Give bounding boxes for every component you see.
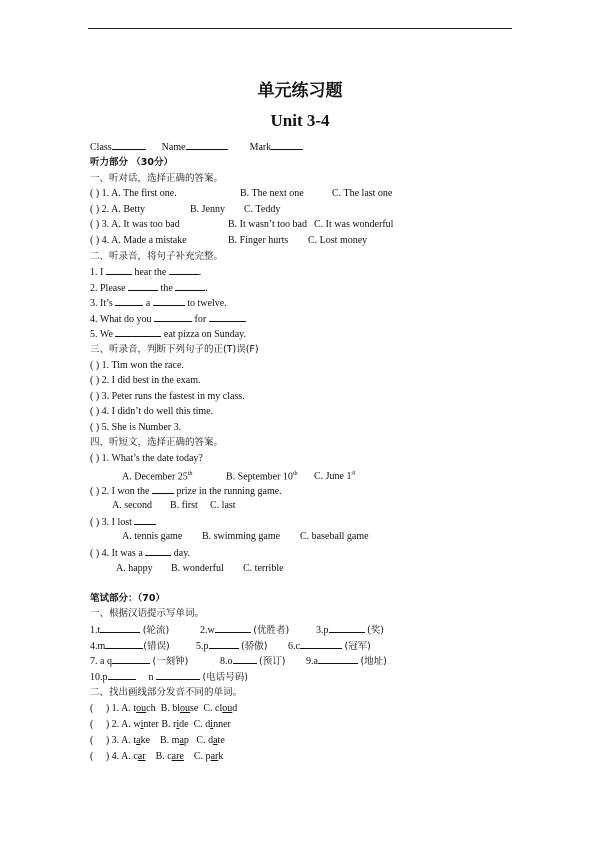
worksheet-title: 单元练习题	[257, 81, 343, 101]
list-item: ( ) 3. I lost	[90, 515, 156, 529]
list-item: 3. It’s a to twelve.	[90, 298, 227, 309]
top-rule	[88, 28, 512, 29]
section-title: 一、听对话，选择正确的答案。	[90, 173, 224, 184]
section-title: 二、听录音，将句子补充完整。	[90, 251, 224, 262]
answer-options: A. happy B. wonderful C. terrible	[116, 563, 284, 574]
list-item: 7. a q (一刻钟) 8.o (预订) 9.a (地址)	[90, 656, 387, 667]
section-title: 一、根据汉语提示写单词。	[90, 608, 205, 619]
list-item: 1. I hear the .	[90, 267, 202, 278]
name-label: Name	[161, 142, 186, 153]
listening-heading: 听力部分 （30分）	[90, 157, 174, 168]
list-item: 4. What do you for .	[90, 314, 248, 325]
list-item: ( ) 2. I won the prize in the running game.	[90, 486, 282, 497]
list-item: ( ) 3. A. It was too bad B. It wasn’t too bad C. It was wonderful	[90, 219, 394, 230]
section-title: 四、听短文，选择正确的答案。	[90, 437, 224, 448]
section-title: 二、找出画线部分发音不同的单词。	[90, 687, 243, 698]
unit-title: Unit 3-4	[270, 111, 330, 130]
list-item: ( ) 2. A. winter B. ride C. dinner	[90, 719, 231, 730]
list-item: ( ) 4. It was a day.	[90, 548, 191, 559]
list-item: ( ) 2. A. Betty B. Jenny C. Teddy	[90, 204, 281, 215]
answer-options: A. December 25th B. September 10th C. June 1st	[122, 471, 356, 483]
list-item: 4.m (错误) 5.p (骄傲) 6.c (冠军)	[90, 641, 371, 652]
list-item: ( ) 2. I did best in the exam.	[90, 375, 201, 386]
list-item: 2. Please the .	[90, 283, 208, 294]
list-item: 10.p n (电话号码)	[90, 672, 248, 683]
answer-options: A. tennis game B. swimming game C. baseball game	[122, 531, 369, 542]
list-item: ( ) 4. I didn’t do well this time.	[90, 406, 214, 417]
list-item: 1.t (轮流) 2.w (优胜者) 3.p (奖)	[90, 625, 384, 636]
class-label: Class	[90, 142, 112, 153]
list-item: ( ) 1. A. touch B. blouse C. cloud	[90, 703, 238, 714]
list-item: ( ) 1. Tim won the race.	[90, 360, 184, 371]
list-item: ( ) 5. She is Number 3.	[90, 422, 182, 433]
list-item: ( ) 3. A. take B. map C. date	[90, 735, 225, 746]
section-title: 三、听录音，判断下列句子的正(T)误(F)	[90, 344, 259, 355]
list-item: ( ) 1. A. The first one. B. The next one C. The last one	[90, 188, 393, 199]
list-item: ( ) 4. A. Made a mistake B. Finger hurts C. Lost money	[90, 235, 368, 246]
answer-options: A. second B. first C. last	[112, 500, 236, 511]
list-item: ( ) 4. A. car B. care C. park	[90, 751, 224, 762]
writing-heading: 笔试部分：（70）	[90, 593, 165, 604]
mark-label: Mark	[249, 142, 272, 153]
list-item: ( ) 1. What’s the date today?	[90, 453, 203, 464]
list-item: ( ) 3. Peter runs the fastest in my class.	[90, 391, 245, 402]
header-fields	[90, 140, 303, 154]
list-item: 5. We eat pizza on Sunday.	[90, 329, 247, 340]
